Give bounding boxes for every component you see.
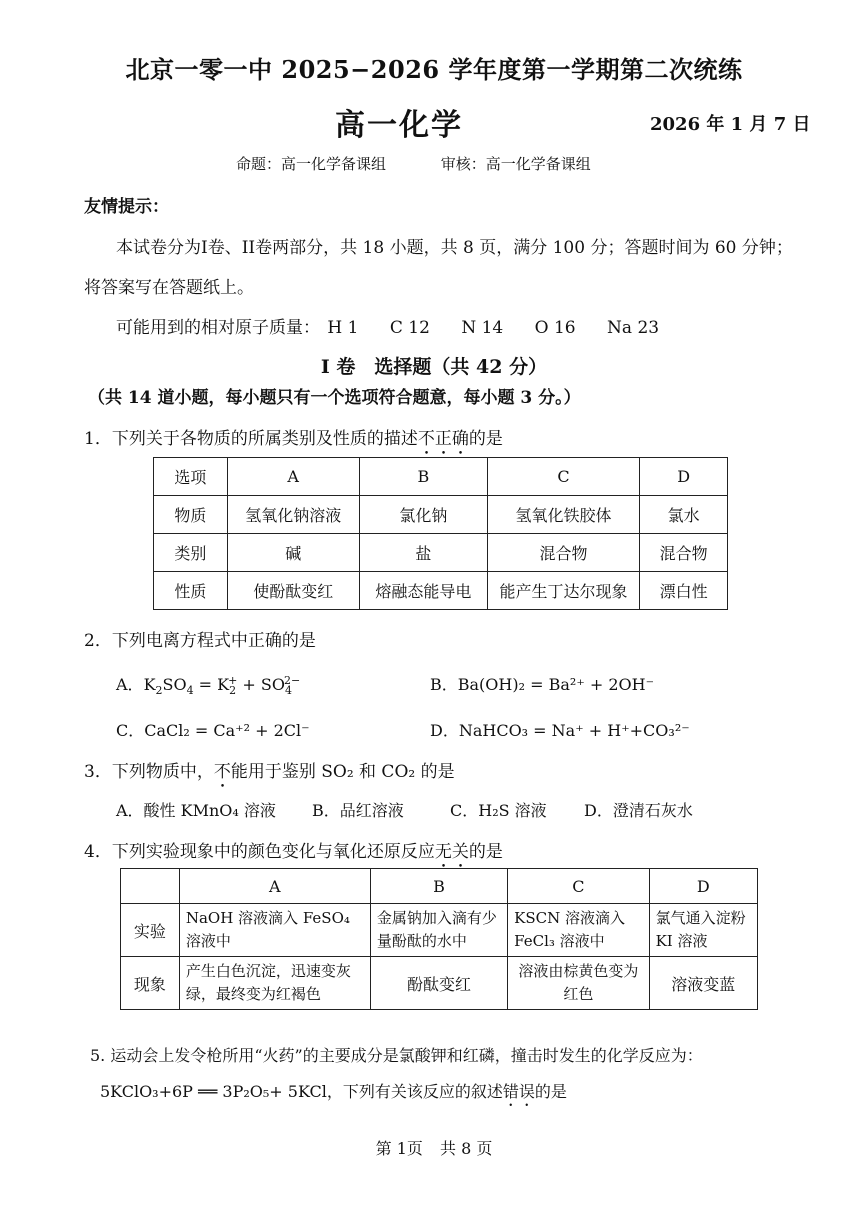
question-3-option-d: D．澄清石灰水	[584, 801, 693, 820]
question-4-stem: 4．下列实验现象中的颜色变化与氧化还原反应无关的是	[84, 842, 503, 862]
section-note: （共 14 道小题，每小题只有一个选项符合题意，每小题 3 分。）	[88, 388, 581, 408]
table-cell: 金属钠加入滴有少量酚酞的水中	[370, 904, 507, 957]
atomic-mass-o: O 16	[534, 318, 576, 338]
question-2-option-d: D．NaHCO₃ = Na⁺ + H⁺+CO₃²⁻	[430, 721, 690, 740]
table-cell: 氯化钠	[359, 496, 487, 534]
table-cell: 氯水	[640, 496, 728, 534]
question-5-line-2: 5KClO₃+6P ══ 3P₂O₅+ 5KCl，下列有关该反应的叙述错误的是	[100, 1082, 567, 1101]
table-cell	[121, 869, 180, 904]
table-cell: 产生白色沉淀，迅速变灰绿，最终变为红褐色	[179, 957, 370, 1010]
emphasis-text: 错误	[502, 1082, 535, 1101]
table-cell: 碱	[227, 534, 359, 572]
atomic-mass-na: Na 23	[607, 318, 660, 338]
question-5-line-1: 5. 运动会上发令枪所用“火药”的主要成分是氯酸钾和红磷，撞击时发生的化学反应为：	[90, 1046, 703, 1065]
table-cell: 漂白性	[640, 572, 728, 610]
table-cell: 氯气通入淀粉 KI 溶液	[649, 904, 757, 957]
reviewer: 审核：高一化学备课组	[440, 155, 591, 173]
section-title: I 卷 选择题（共 42 分）	[320, 356, 548, 378]
page-total: 共 8 页	[440, 1139, 493, 1158]
table-cell: 酚酞变红	[370, 957, 507, 1010]
question-3-option-b: B．品红溶液	[312, 801, 404, 820]
table-cell: 选项	[154, 458, 228, 496]
question-3-stem: 3．下列物质中，不能用于鉴别 SO₂ 和 CO₂ 的是	[84, 762, 455, 782]
table-cell: B	[370, 869, 507, 904]
table-cell: 能产生丁达尔现象	[487, 572, 639, 610]
table-cell: NaOH 溶液滴入 FeSO₄ 溶液中	[179, 904, 370, 957]
atomic-mass-label: 可能用到的相对原子质量：	[116, 318, 320, 338]
question-4-table	[120, 868, 758, 1010]
author-line	[236, 153, 641, 174]
exam-title: 北京一零一中 2025−2026 学年度第一学期第二次统练	[125, 55, 743, 84]
question-3-option-a: A．酸性 KMnO₄ 溶液	[116, 801, 276, 820]
question-3-option-c: C．H₂S 溶液	[450, 801, 547, 820]
table-cell: 混合物	[640, 534, 728, 572]
table-cell: C	[508, 869, 649, 904]
atomic-mass-n: N 14	[461, 318, 504, 338]
tips-line-1: 本试卷分为I卷、II卷两部分，共 18 小题，共 8 页，满分 100 分；答题时间为 60 分钟；	[116, 238, 793, 258]
table-cell: 物质	[154, 496, 228, 534]
table-cell: 氢氧化铁胶体	[487, 496, 639, 534]
table-cell: 熔融态能导电	[359, 572, 487, 610]
author: 命题：高一化学备课组	[236, 155, 387, 173]
question-2-option-b: B．Ba(OH)₂ = Ba²⁺ + 2OH⁻	[430, 675, 655, 694]
question-2-stem: 2．下列电离方程式中正确的是	[84, 631, 316, 651]
page-number: 第 1页	[375, 1139, 423, 1158]
table-cell: A	[179, 869, 370, 904]
table-cell: 溶液由棕黄色变为红色	[508, 957, 649, 1010]
table-cell: B	[359, 458, 487, 496]
table-cell: 使酚酞变红	[227, 572, 359, 610]
table-cell: 性质	[154, 572, 228, 610]
table-cell: KSCN 溶液滴入 FeCl₃ 溶液中	[508, 904, 649, 957]
table-cell: C	[487, 458, 639, 496]
emphasis-text: 不正确	[417, 429, 469, 449]
exam-date: 2026 年 1 月 7 日	[650, 114, 811, 135]
table-cell: 类别	[154, 534, 228, 572]
emphasis-text: 不	[213, 762, 231, 782]
tips-line-2: 将答案写在答题纸上。	[84, 278, 254, 298]
atomic-mass-h: H 1	[327, 318, 359, 338]
atomic-mass-c: C 12	[389, 318, 430, 338]
subject-title: 高一化学	[335, 108, 463, 143]
tips-label: 友情提示：	[84, 197, 169, 217]
atomic-mass-line	[116, 313, 659, 338]
table-cell: A	[227, 458, 359, 496]
question-1-table	[153, 457, 728, 610]
table-cell: D	[649, 869, 757, 904]
table-cell: 实验	[121, 904, 180, 957]
table-cell: 盐	[359, 534, 487, 572]
table-cell: D	[640, 458, 728, 496]
emphasis-text: 无关	[434, 842, 469, 862]
page-footer	[0, 1136, 868, 1159]
table-cell: 氢氧化钠溶液	[227, 496, 359, 534]
table-cell: 混合物	[487, 534, 639, 572]
table-cell: 溶液变蓝	[649, 957, 757, 1010]
question-2-option-a: A．$K_2SO_4 = K_2^+ + SO_4^{2-}$	[116, 673, 301, 698]
question-2-option-c: C．CaCl₂ = Ca⁺² + 2Cl⁻	[116, 721, 310, 740]
question-1-stem: 1．下列关于各物质的所属类别及性质的描述不正确的是	[84, 429, 503, 449]
table-cell: 现象	[121, 957, 180, 1010]
